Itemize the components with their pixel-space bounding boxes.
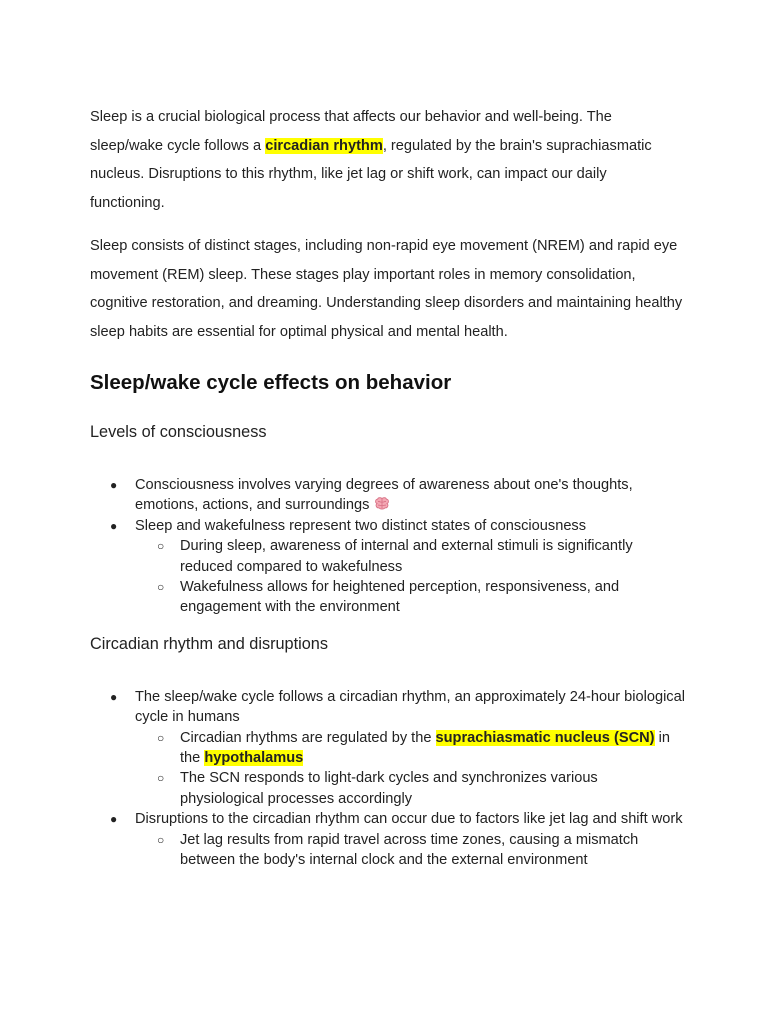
sublist-item [135, 536, 685, 577]
sublist-item-text-middle: in the [180, 729, 670, 767]
list-item-text: Consciousness involves varying degrees of awareness about one's thoughts, emotions, actions, and surroundings [135, 477, 633, 514]
sublist [135, 830, 685, 871]
intro-paragraph-1 [90, 103, 685, 217]
sublist-item [135, 577, 685, 618]
highlight-hypothalamus: hypothalamus [204, 750, 304, 767]
consciousness-list [90, 475, 685, 618]
intro-p1-text-end: , regulated by the brain's suprachiasmatic nucleus. Disruptions to this rhythm, like jet lag or shift work, can impact our daily functioning. [90, 137, 652, 211]
sublist-item [135, 830, 685, 871]
intro-p1-text: Sleep is a crucial biological process that affects our behavior and well-being. The sleep/wake cycle follows a [90, 109, 612, 154]
hollow-bullet-icon: ○ [157, 730, 165, 745]
bullet-icon: ● [110, 518, 118, 533]
sublist-item-text: During sleep, awareness of internal and external stimuli is significantly reduced compared to wakefulness [180, 538, 633, 575]
sublist-item [135, 768, 685, 809]
subheading-circadian-rhythm: Circadian rhythm and disruptions [90, 634, 329, 653]
list-item-text: Disruptions to the circadian rhythm can occur due to factors like jet lag and shift work [135, 811, 683, 828]
sublist-item-text: The SCN responds to light-dark cycles and synchronizes various physiological processes accordingly [180, 770, 598, 807]
bullet-icon: ● [110, 478, 118, 492]
sublist [135, 728, 685, 810]
brain-icon [374, 497, 390, 510]
list-item [90, 809, 685, 870]
hollow-bullet-icon: ○ [157, 832, 165, 847]
hollow-bullet-icon: ○ [157, 771, 165, 786]
sublist [135, 536, 685, 618]
intro-paragraph-2: Sleep consists of distinct stages, including non-rapid eye movement (NREM) and rapid eye movement (REM) sleep. These stages play important roles in memory consolidation, cognitive restoration, and dreaming. Understanding sleep disorders and maintaining healthy sleep habits are essential for optimal physical and mental health. [90, 238, 683, 340]
list-item-text: The sleep/wake cycle follows a circadian rhythm, an approximately 24-hour biological cycle in humans [135, 688, 685, 726]
hollow-bullet-icon: ○ [157, 580, 165, 595]
list-item [90, 516, 685, 618]
sublist-item [135, 728, 685, 769]
bullet-icon: ● [110, 812, 118, 827]
sublist-item-text: Jet lag results from rapid travel across time zones, causing a mismatch between the body's internal clock and the external environment [180, 831, 639, 869]
list-item [90, 475, 685, 516]
circadian-list [90, 687, 685, 871]
document-page [90, 103, 685, 871]
highlight-circadian-rhythm: circadian rhythm [265, 137, 383, 154]
highlight-scn: suprachiasmatic nucleus (SCN) [435, 729, 655, 746]
sublist-item-text: Wakefulness allows for heightened perception, responsiveness, and engagement with the environment [180, 579, 620, 616]
hollow-bullet-icon: ○ [157, 539, 165, 554]
list-item-text: Sleep and wakefulness represent two distinct states of consciousness [135, 517, 587, 534]
subheading-levels-of-consciousness: Levels of consciousness [90, 423, 267, 441]
list-item [90, 687, 685, 809]
sublist-item-text: Circadian rhythms are regulated by the [180, 729, 436, 746]
bullet-icon: ● [110, 689, 118, 704]
section-heading: Sleep/wake cycle effects on behavior [90, 371, 452, 394]
